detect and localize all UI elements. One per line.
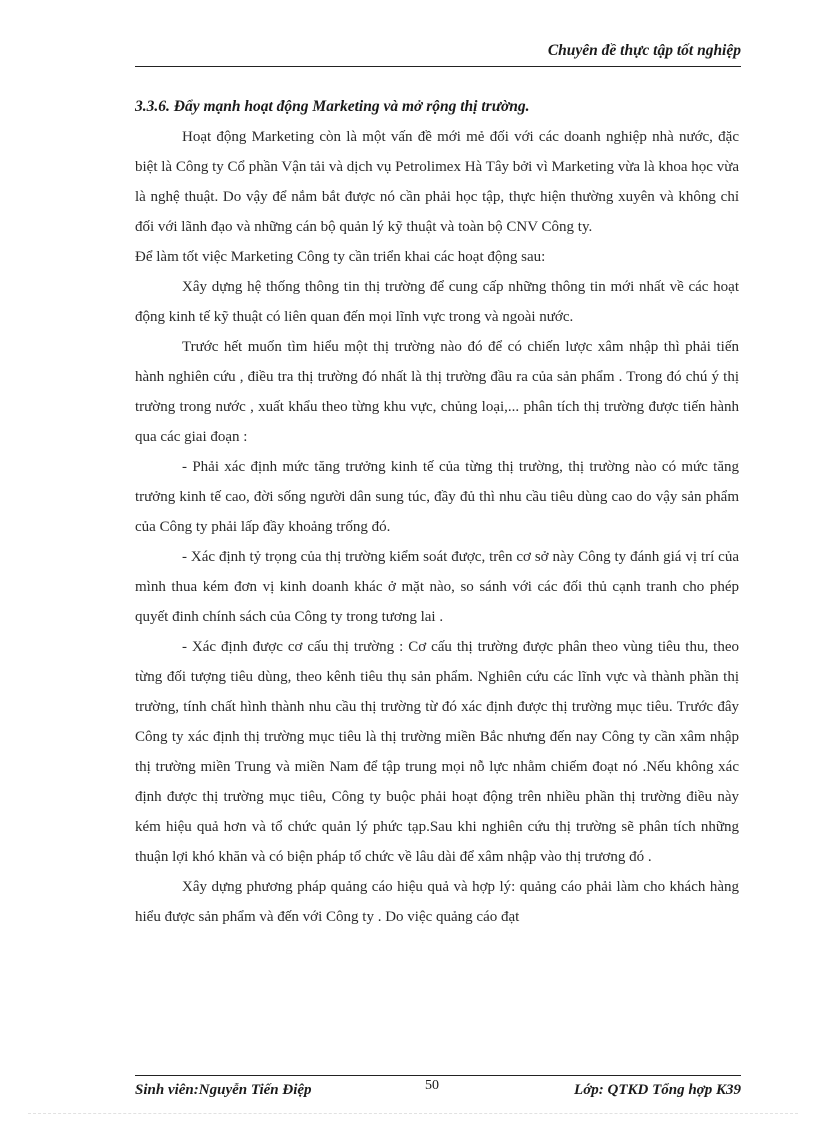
page-content — [135, 92, 739, 932]
paragraph: Xây dựng hệ thống thông tin thị trường để cung cấp những thông tin mới nhất về các hoạt động kinh tế kỹ thuật có liên quan đến mọi lĩnh vực trong và ngoài nước. — [135, 279, 739, 325]
paragraph: Hoạt động Marketing còn là một vấn đề mới mẻ đối với các doanh nghiệp nhà nước, đặc biệt là Công ty Cổ phần Vận tải và dịch vụ Petrolimex Hà Tây bởi vì Marketing vừa là khoa học vừa là nghệ thuật. Do vậy để nắm bắt được nó cần phải học tập, thực hiện thường xuyên và không chỉ đối với lãnh đạo và những cán bộ quản lý kỹ thuật và toàn bộ CNV Công ty. — [135, 129, 739, 235]
section-heading: 3.3.6. Đẩy mạnh hoạt động Marketing và mở rộng thị trường. — [135, 98, 530, 115]
bullet-paragraph: - Xác định tỷ trọng của thị trường kiểm soát được, trên cơ sở này Công ty đánh giá vị trí của mình thua kém đơn vị kinh doanh khác ở mặt nào, so sánh với các đối thủ cạnh tranh cho phép quyết đinh chính sách của Công ty trong tương lai . — [135, 549, 739, 625]
bullet-paragraph: - Phải xác định mức tăng trưởng kinh tế của từng thị trường, thị trường nào có mức tăng trưởng kinh tế cao, đời sống người dân sung túc, đầy đủ thì nhu cầu tiêu dùng cao do vậy sản phẩm của Công ty phải lấp đầy khoảng trống đó. — [135, 459, 739, 535]
bullet-paragraph: - Xác định được cơ cấu thị trường : Cơ cấu thị trường được phân theo vùng tiêu thu, theo từng đối tượng tiêu dùng, theo kênh tiêu thụ sản phẩm. Nghiên cứu các lĩnh vực và thành phần thị trường, tính chất hình thành nhu cầu thị trường từ đó xác định được thị trường mục tiêu. Trước đây Công ty xác định thị trường mục tiêu là thị trường miền Bắc nhưng đến nay Công ty cần xâm nhập thị trường miền Trung và miền Nam để tập trung mọi nỗ lực nhằm chiếm đoạt nó .Nếu không xác định được thị trường mục tiêu, Công ty buộc phải hoạt động trên nhiều phần thị trường điều này kém hiệu quả hơn và tổ chức quản lý phức tạp.Sau khi nghiên cứu thị trường sẽ phân tích những thuận lợi khó khăn và có biện pháp tổ chức về lâu dài để xâm nhập vào thị trương đó . — [135, 639, 739, 865]
running-header: Chuyên đề thực tập tốt nghiệp — [547, 42, 741, 59]
footer-rule — [135, 1075, 741, 1076]
page-edge-divider — [28, 1113, 798, 1114]
header-rule — [135, 66, 741, 67]
footer-class: Lớp: QTKD Tổng hợp K39 — [574, 1082, 741, 1098]
paragraph: Để làm tốt việc Marketing Công ty cần triển khai các hoạt động sau: — [135, 249, 546, 265]
footer-student: Sinh viên:Nguyễn Tiến Điệp — [135, 1082, 312, 1098]
page-number: 50 — [425, 1078, 439, 1093]
paragraph: Xây dựng phương pháp quảng cáo hiệu quả và hợp lý: quảng cáo phải làm cho khách hàng hiểu được sản phẩm và đến với Công ty . Do việc quảng cáo đạt — [135, 879, 739, 925]
paragraph: Trước hết muốn tìm hiểu một thị trường nào đó để có chiến lược xâm nhập thì phải tiến hành nghiên cứu , điều tra thị trường đó nhất là thị trường đầu ra của sản phẩm . Trong đó chú ý thị trường trong nước , xuất khẩu theo từng khu vực, chủng loại,... phân tích thị trường được tiến hành qua các giai đoạn : — [135, 339, 739, 445]
page-footer — [135, 1078, 741, 1102]
